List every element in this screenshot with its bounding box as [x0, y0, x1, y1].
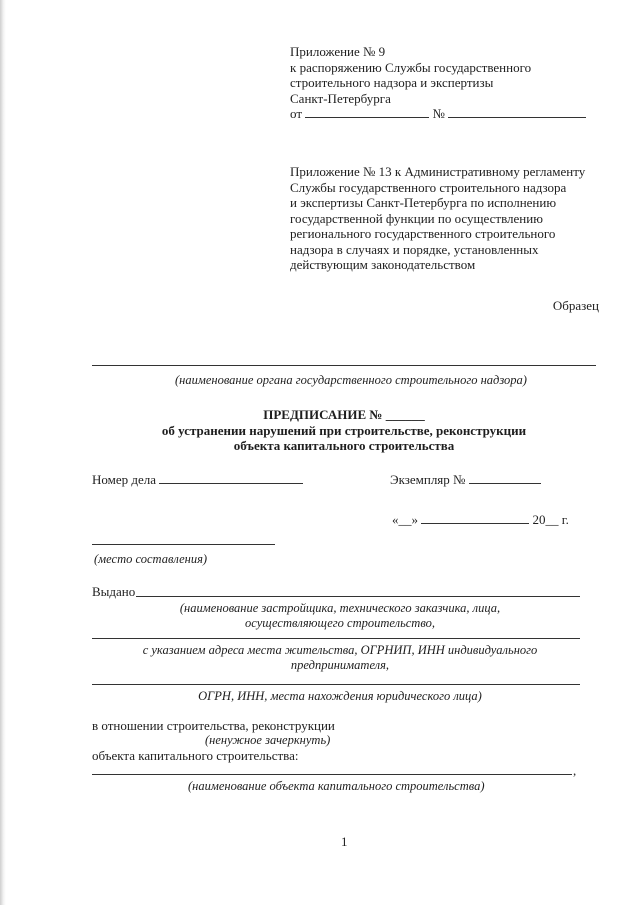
object-label: объекта капитального строительства:: [92, 748, 299, 763]
issued-line-3[interactable]: [92, 684, 580, 685]
appendix-9-from-line: [290, 106, 586, 122]
date-year: 20__ г.: [532, 512, 569, 527]
appendix-13-line: регионального государственного строительного: [290, 226, 556, 241]
appendix-13-line: Приложение № 13 к Административному регламенту: [290, 164, 586, 179]
issued-caption-5: ОГРН, ИНН, места нахождения юридического лица): [198, 689, 482, 703]
copy-number-blank[interactable]: [469, 472, 541, 484]
place-caption: (место составления): [94, 552, 208, 566]
number-label: №: [432, 106, 445, 121]
relation-caption: (ненужное зачеркнуть): [205, 733, 331, 747]
issued-caption-3: с указанием адреса места жительства, ОГРНИП, ИНН индивидуального: [142, 643, 538, 657]
authority-line[interactable]: [92, 365, 596, 366]
title-line-1: ПРЕДПИСАНИЕ № ______: [263, 407, 425, 422]
appendix-9-line: строительного надзора и экспертизы: [290, 75, 494, 90]
relation-text: в отношении строительства, реконструкции: [92, 718, 335, 733]
appendix-13-line: и экспертизы Санкт-Петербурга по исполнению: [290, 195, 557, 210]
date-month-blank[interactable]: [421, 512, 529, 524]
from-label: от: [290, 106, 303, 121]
issued-caption-4: предпринимателя,: [290, 658, 390, 672]
object-line[interactable]: [92, 774, 572, 775]
appendix-13-line: надзора в случаях и порядке, установленных: [290, 241, 539, 257]
scan-binding-edge: [0, 0, 6, 905]
object-caption: (наименование объекта капитального строительства): [188, 779, 485, 793]
case-number-label: Номер дела: [92, 472, 157, 487]
case-number-blank[interactable]: [159, 472, 303, 484]
from-date-blank[interactable]: [305, 106, 429, 118]
place-line[interactable]: [92, 544, 275, 545]
case-number-row: [92, 472, 303, 488]
issued-caption-2: осуществляющего строительство,: [245, 616, 435, 630]
sample-label: Образец: [552, 298, 599, 313]
date-row: [392, 512, 569, 528]
appendix-9-line: к распоряжению Службы государственного: [290, 59, 532, 75]
issued-label: Выдано: [92, 584, 136, 599]
document-title: [92, 407, 596, 454]
appendix-13-line: действующим законодательством: [290, 257, 476, 272]
title-line-2: об устранении нарушений при строительстве, реконструкции: [161, 422, 527, 438]
issued-caption-1: (наименование застройщика, технического заказчика, лица,: [179, 601, 501, 615]
issued-line-2[interactable]: [92, 638, 580, 639]
issued-line-1[interactable]: [136, 596, 580, 597]
appendix-13-line: Службы государственного строительного надзора: [290, 179, 567, 195]
appendix-13-line: государственной функции по осуществлению: [290, 210, 543, 226]
date-day: «__»: [392, 512, 418, 527]
page-number: 1: [341, 834, 348, 849]
appendix-9-header: [290, 44, 586, 122]
appendix-9-line: Санкт-Петербурга: [290, 90, 391, 106]
object-comma: ,: [573, 763, 577, 778]
appendix-9-line: Приложение № 9: [290, 44, 386, 59]
copy-label: Экземпляр №: [390, 472, 466, 487]
copy-number-row: [390, 472, 541, 488]
title-line-3: объекта капитального строительства: [233, 438, 455, 453]
appendix-number-blank[interactable]: [448, 106, 586, 118]
appendix-13-header: [290, 164, 585, 273]
authority-caption: (наименование органа государственного строительного надзора): [175, 373, 527, 387]
